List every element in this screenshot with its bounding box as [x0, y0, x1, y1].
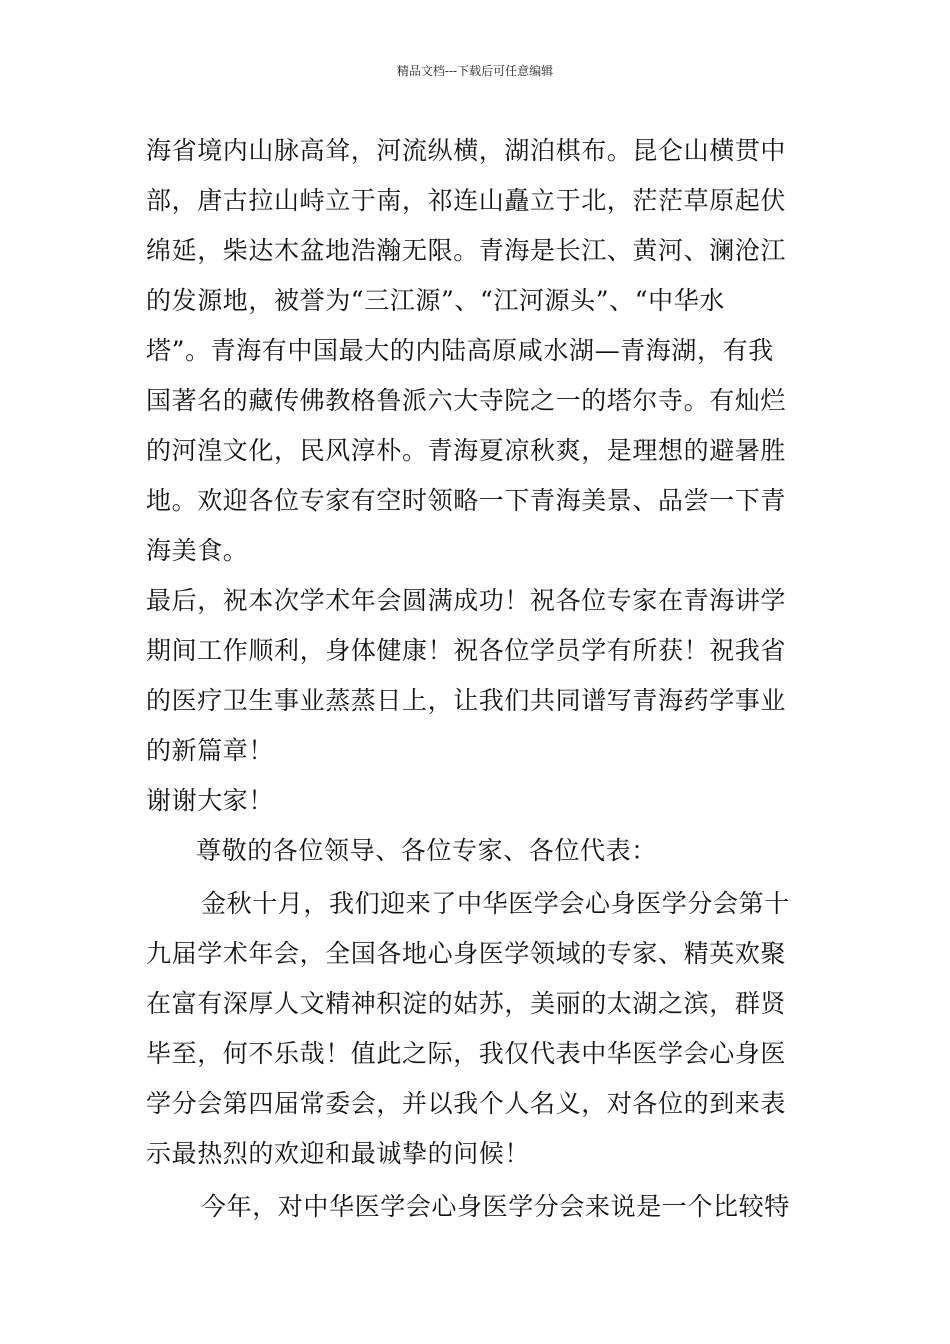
text-line: 九届学术年会，全国各地心身医学领域的专家、精英欢聚: [146, 939, 787, 968]
text-line: 学分会第四届常委会，并以我个人名义，对各位的到来表: [146, 1089, 787, 1118]
text-line: 的新篇章！: [146, 736, 275, 765]
salutation-line: 尊敬的各位领导、各位专家、各位代表：: [196, 836, 657, 865]
text-line: 最后，祝本次学术年会圆满成功！祝各位专家在青海讲学: [146, 586, 787, 615]
text-line: 在富有深厚人文精神积淀的姑苏，美丽的太湖之滨，群贤: [146, 989, 787, 1018]
text-line: 海美食。: [146, 536, 249, 565]
text-line: 毕至，何不乐哉！值此之际，我仅代表中华医学会心身医: [146, 1039, 787, 1068]
text-line: 期间工作顺利，身体健康！祝各位学员学有所获！祝我省: [146, 636, 787, 665]
text-line: 的河湟文化，民风淳朴。青海夏凉秋爽，是理想的避暑胜: [146, 436, 787, 465]
paragraph-first-line: 今年，对中华医学会心身医学分会来说是一个比较特: [201, 1192, 790, 1221]
text-line: 示最热烈的欢迎和最诚挚的问候！: [146, 1139, 531, 1168]
body-text: [146, 126, 826, 1232]
text-line: 的医疗卫生事业蒸蒸日上，让我们共同谱写青海药学事业: [146, 686, 787, 715]
text-line: 国著名的藏传佛教格鲁派六大寺院之一的塔尔寺。有灿烂: [146, 386, 787, 415]
text-line: 部，唐古拉山峙立于南，祁连山矗立于北，茫茫草原起伏: [146, 186, 787, 215]
text-line: 塔”。青海有中国最大的内陆高原咸水湖—青海湖，有我: [146, 336, 774, 365]
paragraph-first-line: 金秋十月，我们迎来了中华医学会心身医学分会第十: [201, 889, 790, 918]
text-line: 海省境内山脉高耸，河流纵横，湖泊棋布。昆仑山横贯中: [146, 136, 787, 165]
text-line: 的发源地，被誉为“三江源”、“江河源头”、“中华水: [146, 286, 725, 315]
text-line: 谢谢大家！: [146, 786, 275, 815]
text-line: 地。欢迎各位专家有空时领略一下青海美景、品尝一下青: [146, 486, 787, 515]
page-header: 精品文档---下载后可任意编辑: [396, 64, 554, 78]
text-line: 绵延，柴达木盆地浩瀚无限。青海是长江、黄河、澜沧江: [146, 236, 787, 265]
